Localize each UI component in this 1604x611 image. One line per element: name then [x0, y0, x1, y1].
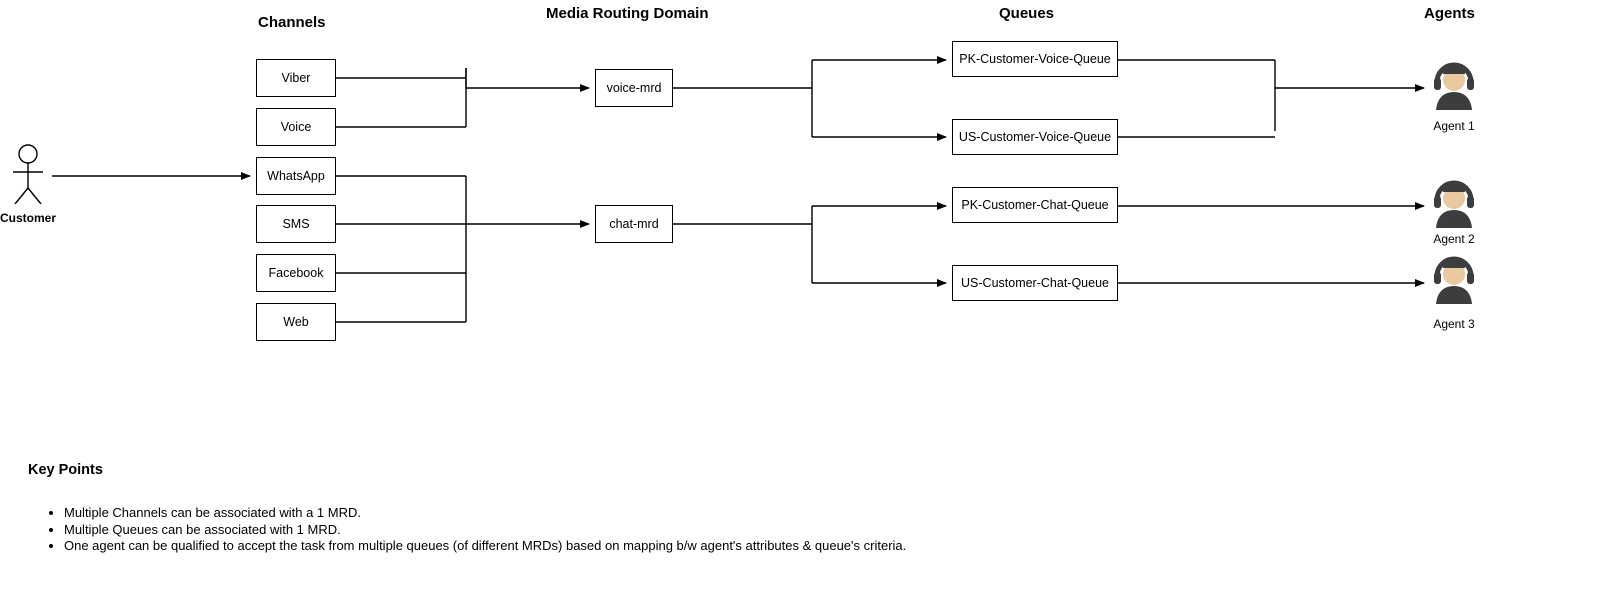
key-points-list	[34, 505, 906, 555]
list-item: • Multiple Channels can be associated with a 1 MRD.	[64, 505, 906, 522]
column-header-media-routing-domain: Media Routing Domain	[546, 5, 709, 22]
agent-label-3: Agent 3	[1433, 317, 1475, 331]
channel-node-sms[interactable]: SMS	[256, 205, 336, 243]
list-item: • One agent can be qualified to accept the task from multiple queues (of different MRDs) based on mapping b/w agent's attributes & queue's criteria.	[64, 538, 906, 555]
column-header-agents: Agents	[1424, 5, 1475, 22]
mrd-node-voice-mrd[interactable]: voice-mrd	[595, 69, 673, 107]
list-item: • Multiple Queues can be associated with 1 MRD.	[64, 522, 906, 539]
channel-node-web[interactable]: Web	[256, 303, 336, 341]
agent-label-2: Agent 2	[1433, 232, 1475, 246]
channel-node-viber[interactable]: Viber	[256, 59, 336, 97]
channel-node-voice[interactable]: Voice	[256, 108, 336, 146]
queue-node-us-customer-voice-queue[interactable]: US-Customer-Voice-Queue	[952, 119, 1118, 155]
queue-node-pk-customer-chat-queue[interactable]: PK-Customer-Chat-Queue	[952, 187, 1118, 223]
agent-label-1: Agent 1	[1433, 119, 1475, 133]
column-header-channels: Channels	[258, 14, 326, 31]
stick-figure-person-icon	[4, 142, 56, 204]
key-points-title: Key Points	[28, 462, 103, 478]
agent-headset-avatar-icon	[1428, 254, 1480, 304]
agent-headset-avatar-icon	[1428, 178, 1480, 228]
channel-node-whatsapp[interactable]: WhatsApp	[256, 157, 336, 195]
channel-node-facebook[interactable]: Facebook	[256, 254, 336, 292]
queue-node-pk-customer-voice-queue[interactable]: PK-Customer-Voice-Queue	[952, 41, 1118, 77]
customer-label: Customer	[0, 211, 57, 225]
queue-node-us-customer-chat-queue[interactable]: US-Customer-Chat-Queue	[952, 265, 1118, 301]
mrd-node-chat-mrd[interactable]: chat-mrd	[595, 205, 673, 243]
column-header-queues: Queues	[999, 5, 1055, 22]
agent-headset-avatar-icon	[1428, 60, 1480, 110]
